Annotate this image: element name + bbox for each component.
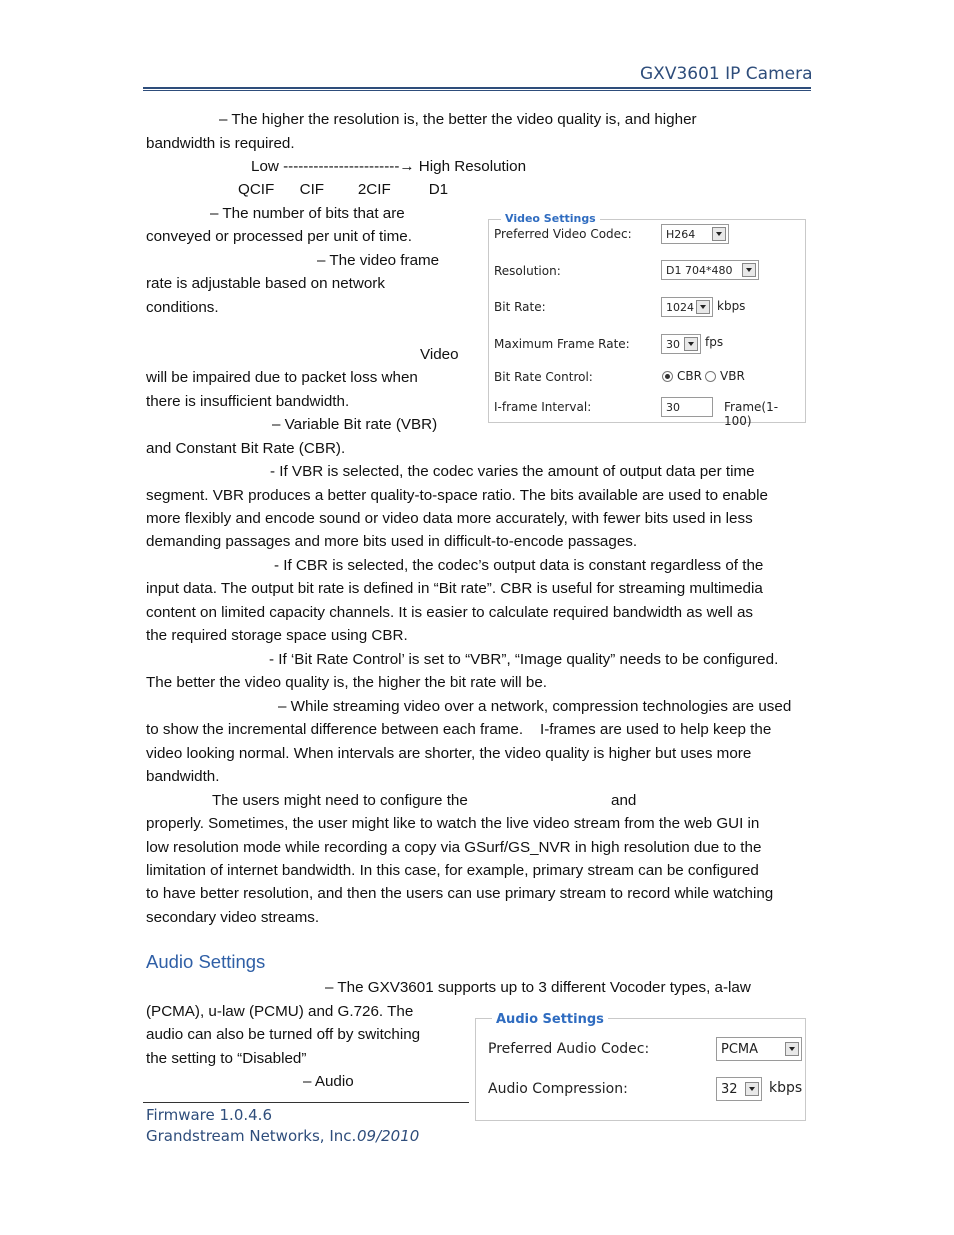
preferred-audio-codec-label: Preferred Audio Codec: <box>488 1041 650 1057</box>
footer-company: Grandstream Networks, Inc. <box>146 1127 357 1145</box>
document-header-title: GXV3601 IP Camera <box>640 64 813 84</box>
text-line: to show the incremental difference between each frame. I-frames are used to help keep the <box>146 721 772 738</box>
audio-compression-select[interactable] <box>716 1077 762 1101</box>
resolution-value: D1 704*480 <box>666 264 733 277</box>
text-line: - If ‘Bit Rate Control’ is set to “VBR”, “Image quality” needs to be configured. <box>269 651 779 668</box>
text-line: will be impaired due to packet loss when <box>146 369 418 386</box>
text-line: – While streaming video over a network, compression technologies are used <box>278 698 792 715</box>
header-rule <box>143 87 811 89</box>
audio-settings-panel <box>475 1012 806 1121</box>
bit-rate-unit: kbps <box>717 299 746 313</box>
text-line: input data. The output bit rate is defined in “Bit rate”. CBR is useful for streaming multimedia <box>146 580 763 597</box>
text-line: (PCMA), u-law (PCMU) and G.726. The <box>146 1003 414 1020</box>
max-frame-rate-value: 30 <box>666 338 680 351</box>
text-line: – The GXV3601 supports up to 3 different Vocoder types, a-law <box>325 979 751 996</box>
video-settings-panel <box>488 212 806 428</box>
iframe-interval-input[interactable]: 30 <box>661 397 713 417</box>
preferred-audio-codec-select[interactable] <box>716 1037 802 1061</box>
text-line: – The higher the resolution is, the better the video quality is, and higher <box>219 111 697 128</box>
vbr-radio[interactable] <box>705 371 716 382</box>
audio-compression-label: Audio Compression: <box>488 1081 628 1097</box>
text-line: secondary video streams. <box>146 909 320 926</box>
chevron-down-icon <box>684 337 698 351</box>
text-line: rate is adjustable based on network <box>146 275 385 292</box>
resolution-label: Resolution: <box>494 264 561 278</box>
text-line: to have better resolution, and then the users can use primary stream to record while watching <box>146 885 774 902</box>
bit-rate-select[interactable] <box>661 297 713 317</box>
chevron-down-icon <box>745 1082 759 1096</box>
section-heading-audio-settings: Audio Settings <box>146 951 266 972</box>
audio-settings-legend: Audio Settings <box>492 1012 608 1027</box>
chevron-down-icon <box>742 263 756 277</box>
text-line: – The video frame <box>317 252 440 269</box>
audio-compression-value: 32 <box>721 1082 738 1097</box>
cbr-radio[interactable] <box>662 371 673 382</box>
cbr-radio-label: CBR <box>677 369 702 383</box>
text-line: and <box>611 792 637 809</box>
text-line: content on limited capacity channels. It is easier to calculate required bandwidth as well as <box>146 604 753 621</box>
text-line: – The number of bits that are <box>210 205 405 222</box>
text-line: limitation of internet bandwidth. In this case, for example, primary stream can be configured <box>146 862 759 879</box>
bit-rate-value: 1024 <box>666 301 694 314</box>
text-line: conditions. <box>146 299 219 316</box>
bit-rate-label: Bit Rate: <box>494 300 546 314</box>
text-line: low resolution mode while recording a copy via GSurf/GS_NVR in high resolution due to the <box>146 839 762 856</box>
text-line: QCIF CIF 2CIF D1 <box>238 181 449 198</box>
chevron-down-icon <box>696 300 710 314</box>
max-frame-rate-select[interactable] <box>661 334 701 354</box>
max-frame-rate-label: Maximum Frame Rate: <box>494 337 630 351</box>
vbr-radio-label: VBR <box>720 369 745 383</box>
footer-date: 09/2010 <box>357 1127 420 1145</box>
header-rule-thin <box>143 90 811 91</box>
text-line: video looking normal. When intervals are shorter, the video quality is higher but uses more <box>146 745 752 762</box>
text-line: Low -----------------------→ High Resolution <box>251 158 527 175</box>
text-line: and Constant Bit Rate (CBR). <box>146 440 346 457</box>
iframe-interval-label: I-frame Interval: <box>494 400 592 414</box>
text-line: more flexibly and encode sound or video data more accurately, with fewer bits used in less <box>146 510 753 527</box>
text-line: properly. Sometimes, the user might like to watch the live video stream from the web GUI in <box>146 815 760 832</box>
text-line: bandwidth is required. <box>146 135 295 152</box>
text-line: bandwidth. <box>146 768 220 785</box>
video-settings-legend: Video Settings <box>501 212 600 225</box>
text-line: – Variable Bit rate (VBR) <box>272 416 438 433</box>
preferred-video-codec-value: H264 <box>666 228 696 241</box>
text-line: – Audio <box>303 1073 354 1090</box>
text-line: the required storage space using CBR. <box>146 627 408 644</box>
max-frame-rate-unit: fps <box>705 335 724 349</box>
chevron-down-icon <box>712 227 726 241</box>
bit-rate-control-label: Bit Rate Control: <box>494 370 593 384</box>
text-line: the setting to “Disabled” <box>146 1050 307 1067</box>
text-line: segment. VBR produces a better quality-to-space ratio. The bits available are used to enable <box>146 487 768 504</box>
text-line: The users might need to configure the <box>212 792 468 809</box>
text-line: - If CBR is selected, the codec’s output data is constant regardless of the <box>274 557 764 574</box>
audio-compression-unit: kbps <box>769 1080 803 1096</box>
preferred-video-codec-select[interactable] <box>661 224 729 244</box>
text-line: there is insufficient bandwidth. <box>146 393 350 410</box>
text-line: The better the video quality is, the higher the bit rate will be. <box>146 674 548 691</box>
chevron-down-icon <box>785 1042 799 1056</box>
preferred-video-codec-label: Preferred Video Codec: <box>494 227 632 241</box>
text-line: demanding passages and more bits used in difficult-to-encode passages. <box>146 533 638 550</box>
text-line: audio can also be turned off by switching <box>146 1026 421 1043</box>
footer-rule <box>143 1102 469 1103</box>
text-line: Video <box>420 346 459 363</box>
text-line: - If VBR is selected, the codec varies the amount of output data per time <box>270 463 755 480</box>
iframe-interval-unit: Frame(1-100) <box>724 400 779 428</box>
resolution-select[interactable] <box>661 260 759 280</box>
footer-firmware: Firmware 1.0.4.6 <box>146 1106 272 1124</box>
preferred-audio-codec-value: PCMA <box>721 1042 759 1057</box>
text-line: conveyed or processed per unit of time. <box>146 228 412 245</box>
